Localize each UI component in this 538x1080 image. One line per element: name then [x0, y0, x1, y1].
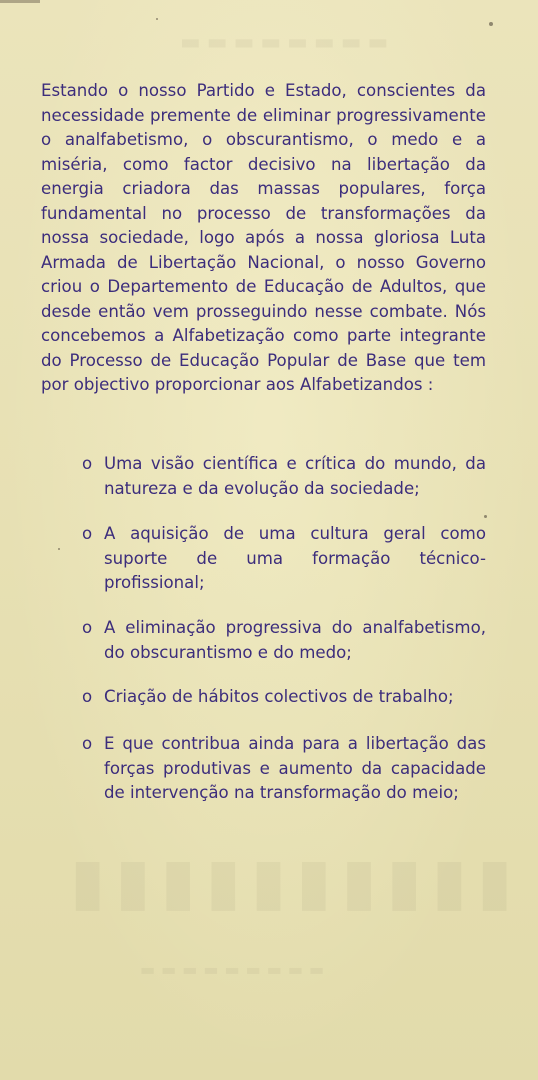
bullet-marker: o — [82, 618, 93, 637]
paper-speck — [156, 18, 158, 20]
list-item — [82, 685, 486, 710]
show-through-text-top: ▬▬▬▬▬▬▬▬ — [180, 30, 395, 55]
list-item-text: A aquisição de uma cultura geral como suporte de uma formação técnico-profissional; — [104, 524, 486, 592]
list-item — [82, 616, 486, 665]
list-item — [82, 452, 486, 501]
paper-speck — [489, 22, 493, 26]
bullet-marker: o — [82, 687, 93, 706]
list-item-text: E que contribua ainda para a libertação das forças produtivas e aumento da capacidade de intervenção na transformação do meio; — [104, 734, 486, 802]
show-through-text-bottom: ▬▬▬▬▬▬▬▬▬ — [140, 960, 331, 979]
list-item-text: Uma visão científica e crítica do mundo, da natureza e da evolução da sociedade; — [104, 454, 486, 498]
list-item — [82, 522, 486, 596]
paper-speck — [58, 548, 60, 550]
list-item-text: Criação de hábitos colectivos de trabalho; — [104, 687, 454, 706]
bullet-marker: o — [82, 734, 93, 753]
intro-paragraph: Estando o nosso Partido e Estado, conscientes da necessidade premente de eliminar progressivamente o analfabetismo, o obscurantismo, o medo e a miséria, como factor decisivo na libertação da energia criadora das massas populares, força fundamental no processo de transformações da nossa sociedade, logo após a nossa gloriosa Luta Armada de Libertação Nacional, o nosso Governo criou o Departemento de Educação de Adultos, que desde então vem prosseguindo nesse combate. Nós concebemos a Alfabetização como parte integrante do Processo de Educação Popular de Base que tem por objectivo proporcionar aos Alfabetizandos : — [41, 81, 486, 394]
corner-mark — [0, 0, 40, 3]
bullet-marker: o — [82, 454, 93, 473]
bullet-marker: o — [82, 524, 93, 543]
show-through-text-middle: ▮▮▮▮▮▮▮▮▮▮ — [70, 845, 523, 919]
list-item — [82, 732, 486, 806]
paper-speck — [484, 515, 487, 518]
list-item-text: A eliminação progressiva do analfabetismo, do obscurantismo e do medo; — [104, 618, 486, 662]
